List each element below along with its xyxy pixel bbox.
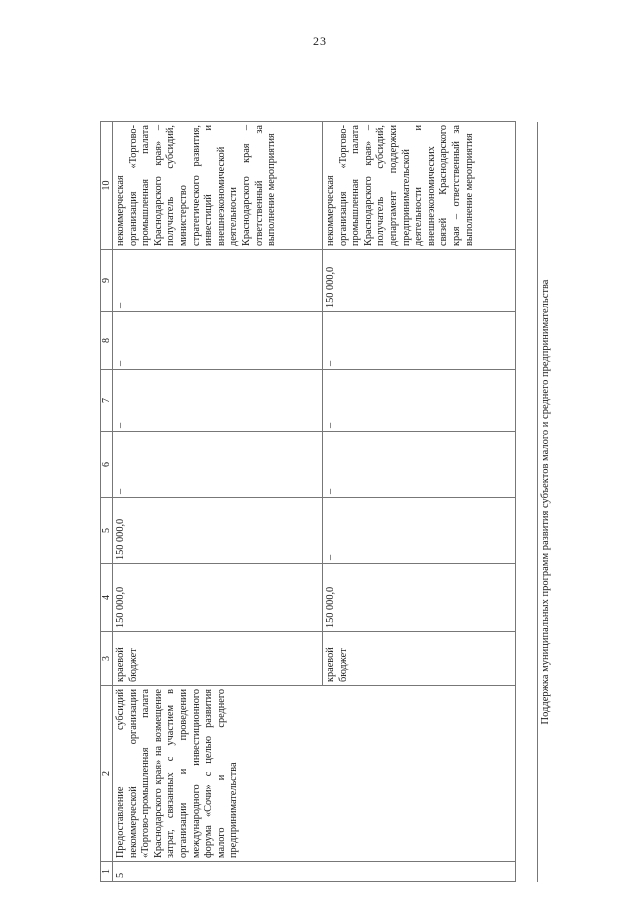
year-5-amount-cell: 150 000,0 [323,250,516,312]
header-cell-5: 5 [101,498,113,564]
year-3-amount-cell: – [323,370,516,432]
measure-description-cell: Предоставление субсидий некоммерческой организации «Торгово-промышленная палата Краснодарского края» на возмещение затрат, связанных с участием в организации и проведении международного инвестиционного форума «Сочи» с целью развития малого и среднего предпринимательства [113,686,516,862]
year-1-amount-cell: 150 000,0 [113,498,323,564]
header-cell-6: 6 [101,432,113,498]
header-cell-3: 3 [101,632,113,686]
rotated-table-sheet [100,64,567,882]
header-cell-8: 8 [101,312,113,370]
program-table [100,121,516,882]
year-5-amount-cell: – [113,250,323,312]
header-cell-2: 2 [101,686,113,862]
section-divider [537,122,538,882]
year-3-amount-cell: – [113,370,323,432]
year-2-amount-cell: – [323,432,516,498]
year-4-amount-cell: – [323,312,516,370]
section-caption: Поддержка муниципальных программ развития субъектов малого и среднего предпринимательства [540,279,551,725]
header-row [101,122,113,882]
rotated-content [100,64,567,882]
header-cell-7: 7 [101,370,113,432]
header-cell-1: 1 [101,862,113,882]
funding-source-cell: краевой бюджет [113,632,323,686]
header-cell-4: 4 [101,564,113,632]
year-4-amount-cell: – [113,312,323,370]
executor-cell: некоммерческая организация «Торгово-промышленная палата Краснодарского края» – получатель субсидий, департамент поддержки предпринимательской деятельности и внешнеэкономических связей Краснодарского края – ответственный за выполнение мероприятия [323,122,516,250]
year-2-amount-cell: – [113,432,323,498]
total-amount-cell: 150 000,0 [113,564,323,632]
header-cell-10: 10 [101,122,113,250]
year-1-amount-cell: – [323,498,516,564]
row-number-cell: 5 [113,862,516,882]
table-row [113,122,323,882]
funding-source-cell: краевой бюджет [323,632,516,686]
total-amount-cell: 150 000,0 [323,564,516,632]
header-cell-9: 9 [101,250,113,312]
page-number: 23 [313,34,327,48]
executor-cell: некоммерческая организация «Торгово-промышленная палата Краснодарского края» – получатель субсидий, министерство стратегического развития, инвестиций и внешнеэкономической деятельности Краснодарского края – ответственный за выполнение мероприятия [113,122,323,250]
